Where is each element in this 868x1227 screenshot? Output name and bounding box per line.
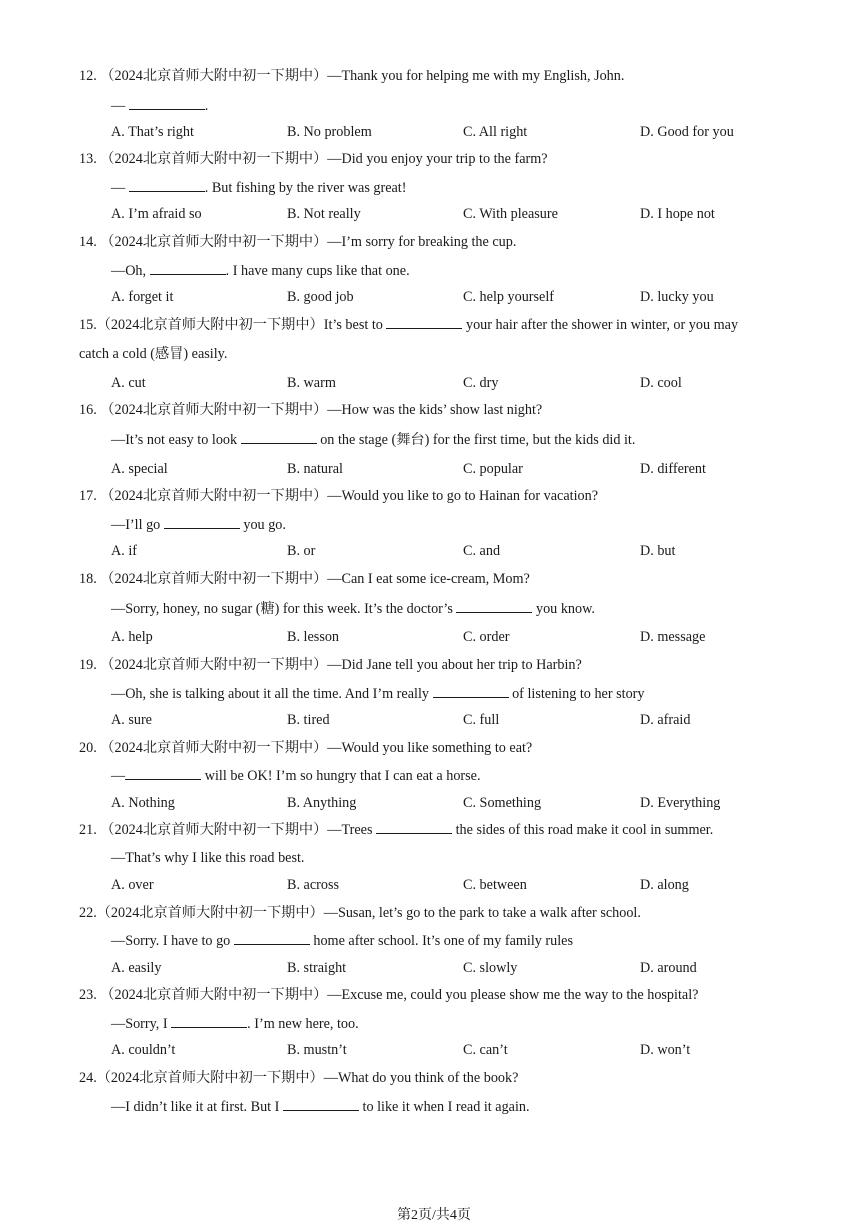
option-d: D. I hope not bbox=[640, 206, 715, 222]
option-a: A. easily bbox=[111, 960, 162, 976]
option-b: B. natural bbox=[287, 461, 343, 477]
option-a: A. over bbox=[111, 877, 154, 893]
question-22-reply: —Sorry. I have to go home after school. It’s one of my family rules bbox=[111, 933, 574, 949]
option-a: A. help bbox=[111, 629, 153, 645]
option-b: B. straight bbox=[287, 960, 347, 976]
question-15-stem-line2: catch a cold (感冒) easily. bbox=[79, 346, 228, 362]
answer-blank[interactable] bbox=[241, 431, 317, 444]
question-18-stem: 18. （2024北京首师大附中初一下期中）—Can I eat some ice-cream, Mom? bbox=[79, 571, 530, 587]
question-12-stem: 12. （2024北京首师大附中初一下期中）—Thank you for helping me with my English, John. bbox=[79, 68, 625, 84]
option-d: D. Good for you bbox=[640, 124, 734, 140]
question-17-stem: 17. （2024北京首师大附中初一下期中）—Would you like to go to Hainan for vacation? bbox=[79, 488, 599, 504]
option-b: B. across bbox=[287, 877, 340, 893]
question-24-reply: —I didn’t like it at first. But I to like it when I read it again. bbox=[111, 1099, 530, 1115]
option-b: B. mustn’t bbox=[287, 1042, 347, 1058]
option-c: C. between bbox=[463, 877, 527, 893]
question-23-stem: 23. （2024北京首师大附中初一下期中）—Excuse me, could you please show me the way to the hospital? bbox=[79, 987, 699, 1003]
option-d: D. Everything bbox=[640, 795, 721, 811]
page-number: 第2页/共4页 bbox=[397, 1208, 471, 1223]
question-14-reply: —Oh, . I have many cups like that one. bbox=[111, 263, 410, 279]
option-c: C. can’t bbox=[463, 1042, 508, 1058]
option-b: B. good job bbox=[287, 289, 354, 305]
option-b: B. Anything bbox=[287, 795, 357, 811]
option-d: D. along bbox=[640, 877, 689, 893]
question-18-reply: —Sorry, honey, no sugar (糖) for this week. It’s the doctor’s you know. bbox=[111, 601, 595, 617]
question-19-reply: —Oh, she is talking about it all the time. And I’m really of listening to her story bbox=[111, 686, 645, 702]
option-a: A. cut bbox=[111, 375, 146, 391]
answer-blank[interactable] bbox=[234, 932, 310, 945]
option-d: D. but bbox=[640, 543, 676, 559]
question-16-reply: —It’s not easy to look on the stage (舞台) for the first time, but the kids did it. bbox=[111, 432, 636, 448]
option-c: C. All right bbox=[463, 124, 528, 140]
question-16-stem: 16. （2024北京首师大附中初一下期中）—How was the kids’ show last night? bbox=[79, 402, 543, 418]
option-d: D. lucky you bbox=[640, 289, 714, 305]
option-d: D. won’t bbox=[640, 1042, 691, 1058]
option-c: C. help yourself bbox=[463, 289, 555, 305]
option-d: D. around bbox=[640, 960, 697, 976]
option-c: C. With pleasure bbox=[463, 206, 558, 222]
option-d: D. different bbox=[640, 461, 706, 477]
option-a: A. That’s right bbox=[111, 124, 194, 140]
option-d: D. cool bbox=[640, 375, 682, 391]
question-20-reply: — will be OK! I’m so hungry that I can eat a horse. bbox=[111, 768, 481, 784]
question-21-reply: —That’s why I like this road best. bbox=[111, 850, 305, 866]
option-a: A. Nothing bbox=[111, 795, 175, 811]
answer-blank[interactable] bbox=[150, 262, 226, 275]
question-22-stem: 22.（2024北京首师大附中初一下期中）—Susan, let’s go to the park to take a walk after school. bbox=[79, 905, 641, 921]
answer-blank[interactable] bbox=[376, 821, 452, 834]
question-14-stem: 14. （2024北京首师大附中初一下期中）—I’m sorry for breaking the cup. bbox=[79, 234, 517, 250]
option-b: B. warm bbox=[287, 375, 336, 391]
option-a: A. sure bbox=[111, 712, 152, 728]
answer-blank[interactable] bbox=[433, 685, 509, 698]
answer-blank[interactable] bbox=[164, 516, 240, 529]
option-a: A. if bbox=[111, 543, 138, 559]
option-c: C. full bbox=[463, 712, 500, 728]
option-c: C. Something bbox=[463, 795, 542, 811]
question-12-reply: — . bbox=[111, 98, 209, 114]
option-c: C. slowly bbox=[463, 960, 518, 976]
question-23-reply: —Sorry, I . I’m new here, too. bbox=[111, 1016, 359, 1032]
answer-blank[interactable] bbox=[171, 1015, 247, 1028]
answer-blank[interactable] bbox=[386, 316, 462, 329]
question-13-reply: — . But fishing by the river was great! bbox=[111, 180, 407, 196]
question-20-stem: 20. （2024北京首师大附中初一下期中）—Would you like something to eat? bbox=[79, 740, 533, 756]
option-a: A. couldn’t bbox=[111, 1042, 176, 1058]
option-c: C. order bbox=[463, 629, 510, 645]
answer-blank[interactable] bbox=[125, 767, 201, 780]
option-c: C. and bbox=[463, 543, 501, 559]
option-b: B. No problem bbox=[287, 124, 372, 140]
option-c: C. dry bbox=[463, 375, 499, 391]
option-b: B. Not really bbox=[287, 206, 361, 222]
answer-blank[interactable] bbox=[283, 1098, 359, 1111]
option-a: A. forget it bbox=[111, 289, 174, 305]
option-b: B. lesson bbox=[287, 629, 340, 645]
question-17-reply: —I’ll go you go. bbox=[111, 517, 286, 533]
option-a: A. special bbox=[111, 461, 168, 477]
question-24-stem: 24.（2024北京首师大附中初一下期中）—What do you think of the book? bbox=[79, 1070, 519, 1086]
question-13-stem: 13. （2024北京首师大附中初一下期中）—Did you enjoy your trip to the farm? bbox=[79, 151, 548, 167]
option-b: B. or bbox=[287, 543, 316, 559]
option-c: C. popular bbox=[463, 461, 523, 477]
option-b: B. tired bbox=[287, 712, 330, 728]
option-d: D. afraid bbox=[640, 712, 691, 728]
question-15-stem: 15.（2024北京首师大附中初一下期中）It’s best to your hair after the shower in winter, or you may bbox=[79, 317, 739, 333]
option-a: A. I’m afraid so bbox=[111, 206, 202, 222]
question-21-stem: 21. （2024北京首师大附中初一下期中）—Trees the sides of this road make it cool in summer. bbox=[79, 822, 714, 838]
option-d: D. message bbox=[640, 629, 706, 645]
question-19-stem: 19. （2024北京首师大附中初一下期中）—Did Jane tell you about her trip to Harbin? bbox=[79, 657, 582, 673]
answer-blank[interactable] bbox=[129, 97, 205, 110]
answer-blank[interactable] bbox=[456, 600, 532, 613]
answer-blank[interactable] bbox=[129, 179, 205, 192]
